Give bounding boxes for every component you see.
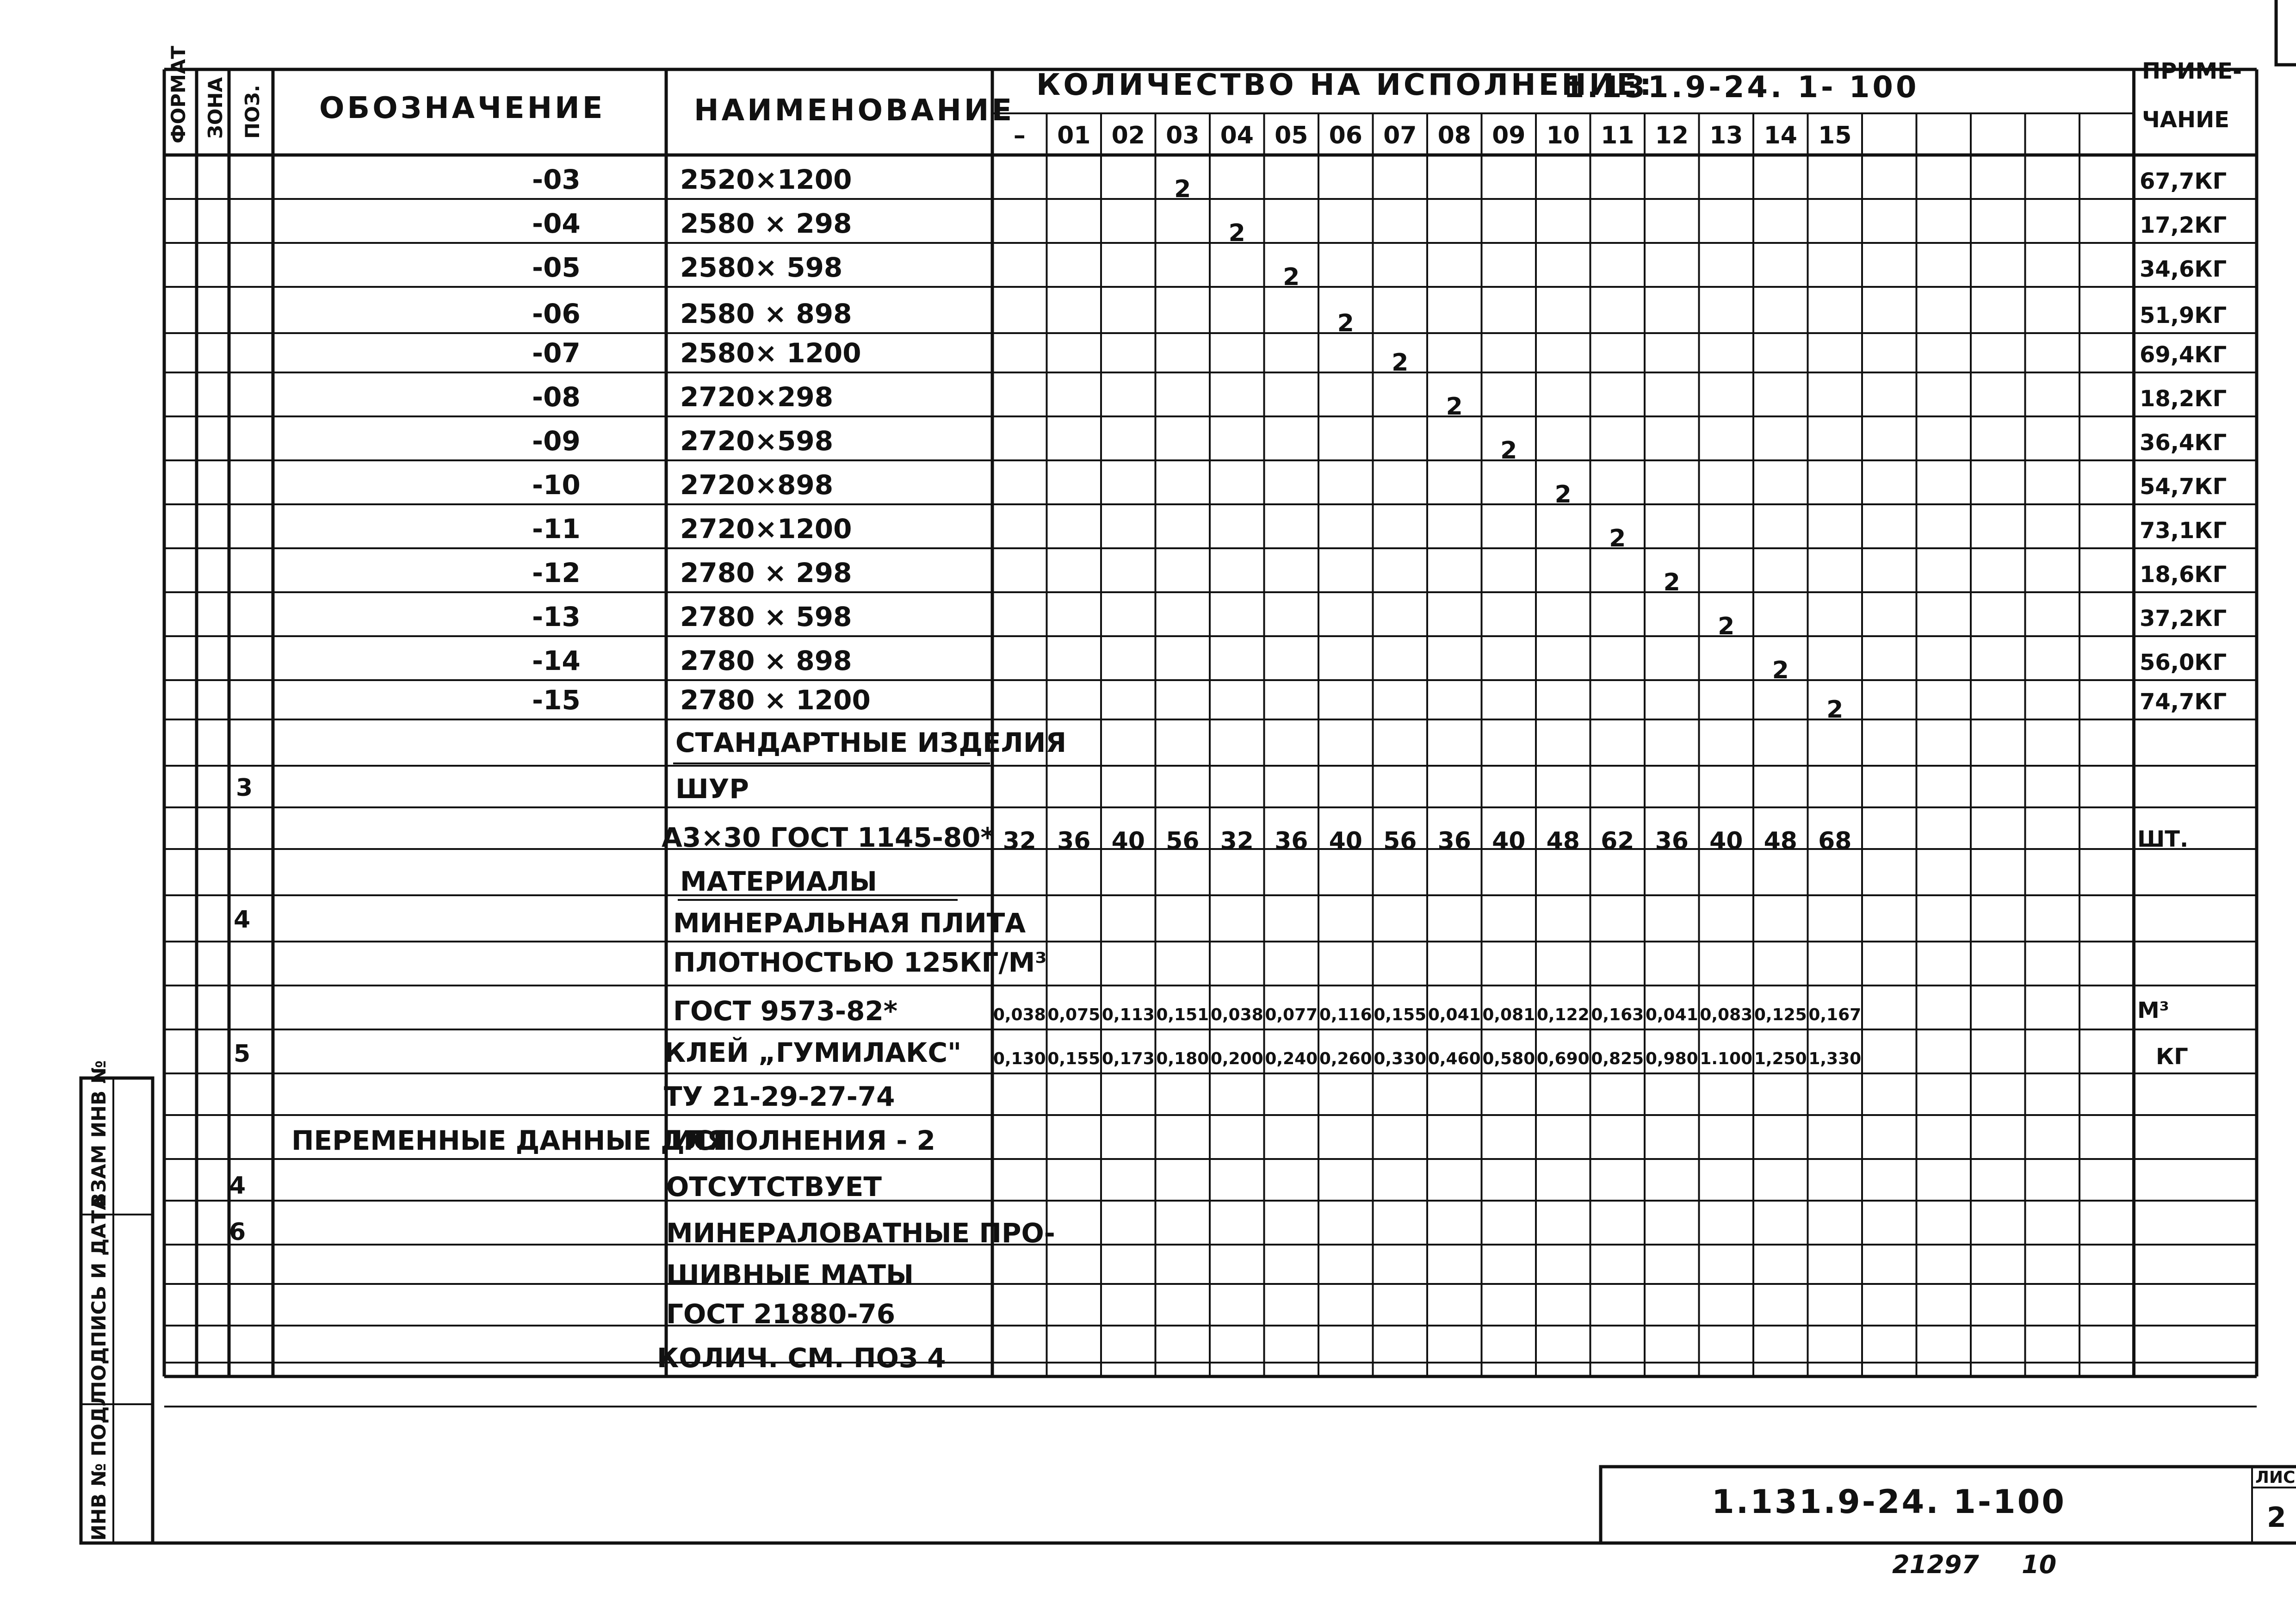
- glue-qty-10: 0,690: [1536, 1049, 1590, 1068]
- plate-qty-3: 0,151: [1156, 1005, 1209, 1024]
- table-row: [532, 164, 2227, 203]
- row-quantity: 2: [1663, 569, 1680, 596]
- screw-qty-4: 32: [1220, 827, 1254, 855]
- variant-header-0: –: [1013, 122, 1026, 149]
- format-number: 10: [2022, 1550, 2057, 1579]
- row-designation: -05: [532, 252, 581, 283]
- glue-qty-11: 0,825: [1591, 1049, 1644, 1068]
- table-row: [532, 381, 2227, 421]
- materials-section: [234, 866, 2188, 1112]
- variable-row2-pos: 6: [229, 1218, 246, 1246]
- variant-header-13: 13: [1709, 122, 1743, 149]
- archive-number: 21297: [1892, 1550, 1979, 1579]
- row-designation: -13: [532, 601, 581, 632]
- glue-qty-6: 0,260: [1319, 1049, 1372, 1068]
- row-designation: -06: [532, 298, 581, 329]
- variant-header-8: 08: [1437, 122, 1471, 149]
- row-name: 2780 × 898: [680, 645, 852, 676]
- variable-row2-line2: ШИВНЫЕ МАТЫ: [666, 1259, 914, 1290]
- row-note: 18,2КГ: [2140, 386, 2227, 412]
- row-quantity: 2: [1446, 393, 1463, 421]
- header-quantity-doc: 1.131.9-24. 1- 100: [1564, 70, 1919, 105]
- row-name: 2580 × 898: [680, 298, 852, 329]
- table-row: [532, 252, 2227, 291]
- sheet-number: 2: [2267, 1501, 2286, 1534]
- plate-qty-5: 0,077: [1265, 1005, 1318, 1024]
- panel-rows: [532, 164, 2227, 724]
- variant-header-11: 11: [1601, 122, 1634, 149]
- variant-headers: [1014, 122, 1852, 149]
- row-note: 56,0КГ: [2140, 650, 2227, 676]
- variant-header-12: 12: [1655, 122, 1689, 149]
- row-designation: -12: [532, 557, 581, 589]
- table-row: [532, 601, 2227, 640]
- glue-qty-3: 0,180: [1156, 1049, 1209, 1068]
- doc-code: 1.131.9-24. 1-100: [1712, 1483, 2067, 1521]
- materials-title: МАТЕРИАЛЫ: [680, 866, 877, 897]
- screw-qty-1: 36: [1057, 827, 1091, 855]
- corner-frame-mark: [2276, 0, 2296, 65]
- row-name: 2780 × 598: [680, 601, 852, 632]
- row-note: 37,2КГ: [2140, 606, 2227, 632]
- row-designation: -11: [532, 513, 581, 545]
- plate-pos: 4: [234, 906, 251, 934]
- table-row: [532, 337, 2227, 377]
- screw-qty-9: 40: [1492, 827, 1526, 855]
- header-position: ПОЗ.: [241, 85, 264, 139]
- glue-qty-7: 0,330: [1374, 1049, 1427, 1068]
- row-note: 54,7КГ: [2140, 474, 2227, 500]
- variant-header-6: 06: [1329, 122, 1362, 149]
- variant-header-10: 10: [1546, 122, 1580, 149]
- screw-qty-0: 32: [1003, 827, 1036, 855]
- header-designation: ОБОЗНАЧЕНИЕ: [319, 91, 606, 125]
- variant-header-2: 02: [1111, 122, 1145, 149]
- glue-qty-12: 0,980: [1645, 1049, 1698, 1068]
- row-designation: -07: [532, 337, 581, 369]
- plate-qty-1: 0,075: [1047, 1005, 1101, 1024]
- row-quantity: 2: [1718, 613, 1735, 640]
- screw-qty-11: 62: [1601, 827, 1634, 855]
- row-quantity: 2: [1500, 437, 1517, 465]
- specification-grid: [164, 69, 2257, 1407]
- screw-qty-15: 68: [1818, 827, 1852, 855]
- variant-header-4: 04: [1220, 122, 1254, 149]
- row-note: 74,7КГ: [2140, 689, 2227, 715]
- row-name: 2720×298: [680, 381, 834, 413]
- table-header: [167, 46, 2242, 149]
- variant-header-14: 14: [1764, 122, 1797, 149]
- glue-qty-0: 0,130: [993, 1049, 1046, 1068]
- plate-qty-15: 0,167: [1808, 1005, 1862, 1024]
- header-name: НАИМЕНОВАНИЕ: [694, 93, 1015, 128]
- variant-header-9: 09: [1492, 122, 1526, 149]
- plate-line1: МИНЕРАЛЬНАЯ ПЛИТА: [673, 907, 1026, 939]
- standard-item-name: ШУР: [675, 773, 749, 805]
- header-note-2: ЧАНИЕ: [2142, 107, 2230, 133]
- glue-qty-15: 1,330: [1808, 1049, 1862, 1068]
- row-quantity: 2: [1609, 525, 1626, 552]
- standard-item-spec: A3×30 ГОСТ 1145-80*: [662, 822, 995, 853]
- plate-line2: ПЛОТНОСТЬЮ 125КГ/М³: [673, 947, 1047, 978]
- plate-qty-14: 0,125: [1754, 1005, 1807, 1024]
- row-name: 2580× 1200: [680, 337, 861, 369]
- row-note: 69,4КГ: [2140, 342, 2227, 368]
- row-designation: -04: [532, 208, 581, 239]
- row-designation: -14: [532, 645, 581, 676]
- screw-qty-6: 40: [1329, 827, 1362, 855]
- glue-qty-14: 1,250: [1754, 1049, 1807, 1068]
- row-name: 2780 × 298: [680, 557, 852, 589]
- screw-qty-3: 56: [1166, 827, 1200, 855]
- variant-header-3: 03: [1166, 122, 1200, 149]
- row-note: 51,9КГ: [2140, 303, 2227, 329]
- table-row: [532, 513, 2227, 552]
- header-zone: ЗОНА: [204, 77, 227, 139]
- header-note-1: ПРИМЕ-: [2142, 58, 2242, 84]
- row-note: 18,6КГ: [2140, 562, 2227, 588]
- standard-items-title: СТАНДАРТНЫЕ ИЗДЕЛИЯ: [675, 727, 1067, 758]
- screw-qty-12: 36: [1655, 827, 1689, 855]
- screw-qty-5: 36: [1275, 827, 1308, 855]
- row-name: 2720×598: [680, 425, 834, 457]
- glue-qty-8: 0,460: [1428, 1049, 1481, 1068]
- standard-item-pos: 3: [236, 774, 253, 802]
- plate-qty-10: 0,122: [1536, 1005, 1590, 1024]
- row-quantity: 2: [1772, 657, 1789, 684]
- table-row: [532, 557, 2227, 596]
- variant-header-7: 07: [1383, 122, 1417, 149]
- header-format: ФОРМАТ: [167, 45, 190, 143]
- row-designation: -10: [532, 469, 581, 501]
- row-designation: -08: [532, 381, 581, 413]
- row-note: 67,7КГ: [2140, 168, 2227, 194]
- table-row: [532, 208, 2227, 247]
- standard-items-section: [236, 727, 2188, 855]
- plate-qty-8: 0,041: [1428, 1005, 1481, 1024]
- row-designation: -15: [532, 684, 581, 716]
- variable-title-right: ИСПОЛНЕНИЯ - 2: [671, 1125, 935, 1156]
- glue-line1: КЛЕЙ „ГУМИЛАКС": [664, 1037, 962, 1068]
- standard-item-note: ШТ.: [2137, 826, 2189, 852]
- variant-header-1: 01: [1057, 122, 1091, 149]
- table-row: [532, 645, 2227, 684]
- glue-qty-5: 0,240: [1265, 1049, 1318, 1068]
- plate-qty-12: 0,041: [1645, 1005, 1698, 1024]
- variable-data-section: [229, 1125, 1055, 1374]
- plate-qty-9: 0,081: [1482, 1005, 1535, 1024]
- plate-qty-2: 0,113: [1102, 1005, 1155, 1024]
- glue-qty-4: 0,200: [1210, 1049, 1263, 1068]
- table-row: [532, 684, 2227, 724]
- variable-row2-line1: МИНЕРАЛОВАТНЫЕ ПРО-: [666, 1217, 1055, 1249]
- screw-qty-10: 48: [1546, 827, 1580, 855]
- variable-row2-line4: КОЛИЧ. СМ. ПОЗ 4: [657, 1342, 946, 1374]
- sheet-label: ЛИС: [2255, 1468, 2296, 1487]
- plate-qty-13: 0,083: [1700, 1005, 1753, 1024]
- variable-row1-text: ОТСУТСТВУЕТ: [666, 1171, 882, 1203]
- row-designation: -03: [532, 164, 581, 195]
- row-designation: -09: [532, 425, 581, 457]
- row-name: 2720×898: [680, 469, 834, 501]
- row-quantity: 2: [1228, 219, 1245, 247]
- screw-qty-2: 40: [1111, 827, 1145, 855]
- glue-qty-9: 0,580: [1482, 1049, 1535, 1068]
- row-quantity: 2: [1174, 175, 1191, 203]
- glue-note: КГ: [2156, 1044, 2188, 1070]
- header-quantity: КОЛИЧЕСТВО НА ИСПОЛНЕНИЕ:: [1036, 68, 1654, 102]
- title-block: [153, 1467, 2296, 1579]
- row-quantity: 2: [1392, 349, 1409, 377]
- variable-row2-line3: ГОСТ 21880-76: [666, 1298, 896, 1330]
- row-quantity: 2: [1283, 263, 1300, 291]
- plate-note: М³: [2137, 998, 2169, 1023]
- table-row: [532, 298, 2227, 337]
- glue-pos: 5: [234, 1040, 251, 1068]
- glue-qty-2: 0,173: [1102, 1049, 1155, 1068]
- row-note: 36,4КГ: [2140, 430, 2227, 456]
- screw-qty-8: 36: [1437, 827, 1471, 855]
- table-row: [532, 469, 2227, 508]
- row-quantity: 2: [1826, 696, 1844, 724]
- screw-qty-14: 48: [1764, 827, 1797, 855]
- row-name: 2520×1200: [680, 164, 852, 195]
- podpis-data-label: ПОДПИСЬ И ДАТА: [87, 1195, 110, 1397]
- screw-qty-7: 56: [1383, 827, 1417, 855]
- row-note: 73,1КГ: [2140, 518, 2227, 544]
- plate-qty-6: 0,116: [1319, 1005, 1372, 1024]
- vzam-inv-label: ВЗАМ ИНВ №: [87, 1060, 110, 1208]
- row-quantity: 2: [1554, 481, 1572, 508]
- plate-qty-11: 0,163: [1591, 1005, 1644, 1024]
- row-name: 2580× 598: [680, 252, 843, 283]
- row-note: 34,6КГ: [2140, 256, 2227, 282]
- glue-qty-13: 1.100: [1700, 1049, 1753, 1068]
- plate-line3: ГОСТ 9573-82*: [673, 995, 898, 1027]
- screw-qty-13: 40: [1709, 827, 1743, 855]
- plate-qty-4: 0,038: [1210, 1005, 1263, 1024]
- glue-qty-1: 0,155: [1047, 1049, 1101, 1068]
- variant-header-5: 05: [1275, 122, 1308, 149]
- row-name: 2580 × 298: [680, 208, 852, 239]
- glue-line2: ТУ 21-29-27-74: [664, 1081, 895, 1112]
- row-quantity: 2: [1337, 310, 1354, 337]
- plate-qty-0: 0,038: [993, 1005, 1046, 1024]
- plate-qty-7: 0,155: [1374, 1005, 1427, 1024]
- variable-row1-pos: 4: [229, 1172, 246, 1200]
- variant-header-15: 15: [1818, 122, 1852, 149]
- table-row: [532, 425, 2227, 465]
- side-stamp: [81, 1060, 153, 1543]
- inv-podl-label: ИНВ № ПОДЛ: [87, 1390, 110, 1541]
- row-note: 17,2КГ: [2140, 212, 2227, 238]
- row-name: 2780 × 1200: [680, 684, 871, 716]
- row-name: 2720×1200: [680, 513, 852, 545]
- variable-title-left: ПЕРЕМЕННЫЕ ДАННЫЕ ДЛЯ: [291, 1125, 728, 1156]
